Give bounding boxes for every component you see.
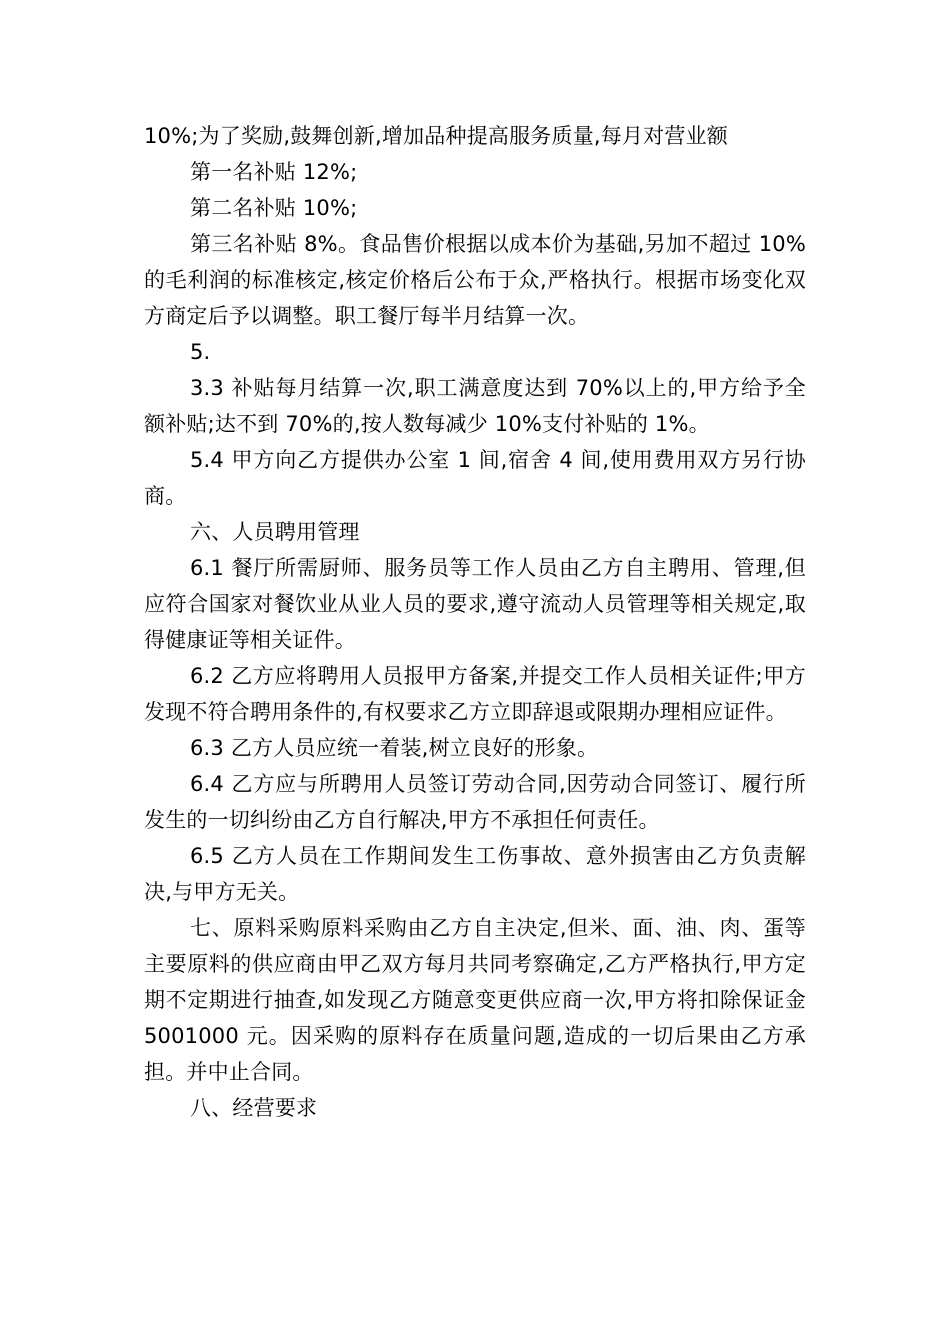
paragraph-9: 6.1 餐厅所需厨师、服务员等工作人员由乙方自主聘用、管理,但应符合国家对餐饮业从业人员的要求,遵守流动人员管理等相关规定,取得健康证等相关证件。 [144, 556, 806, 652]
paragraph-4: 第三名补贴 8%。食品售价根据以成本价为基础,另加不超过 10%的毛利润的标准核定,核定价格后公布于众,严格执行。根据市场变化双方商定后予以调整。职工餐厅每半月结算一次。 [144, 232, 806, 328]
paragraph-11: 6.3 乙方人员应统一着装,树立良好的形象。 [190, 736, 599, 760]
section-heading-6: 六、人员聘用管理 [190, 520, 360, 544]
document-page [144, 118, 806, 1126]
paragraph-10: 6.2 乙方应将聘用人员报甲方备案,并提交工作人员相关证件;甲方发现不符合聘用条件的,有权要求乙方立即辞退或限期办理相应证件。 [144, 664, 806, 724]
paragraph-14: 七、原料采购原料采购由乙方自主决定,但米、面、油、肉、蛋等主要原料的供应商由甲乙双方每月共同考察确定,乙方严格执行,甲方定期不定期进行抽查,如发现乙方随意变更供应商一次,甲方将扣除保证金 5001000 元。因采购的原料存在质量问题,造成的一切后果由乙方承担。并中止合同。 [144, 916, 806, 1084]
paragraph-12: 6.4 乙方应与所聘用人员签订劳动合同,因劳动合同签订、履行所发生的一切纠纷由乙方自行解决,甲方不承担任何责任。 [144, 772, 806, 832]
section-heading-8: 八、经营要求 [190, 1096, 318, 1120]
paragraph-5: 5. [190, 340, 211, 364]
paragraph-7: 5.4 甲方向乙方提供办公室 1 间,宿舍 4 间,使用费用双方另行协商。 [144, 448, 806, 508]
paragraph-2: 第一名补贴 12%; [190, 160, 358, 184]
paragraph-1: 10%;为了奖励,鼓舞创新,增加品种提高服务质量,每月对营业额 [144, 124, 728, 148]
paragraph-3: 第二名补贴 10%; [190, 196, 358, 220]
paragraph-6: 3.3 补贴每月结算一次,职工满意度达到 70%以上的,甲方给予全额补贴;达不到 70%的,按人数每减少 10%支付补贴的 1%。 [144, 376, 806, 436]
paragraph-13: 6.5 乙方人员在工作期间发生工伤事故、意外损害由乙方负责解决,与甲方无关。 [144, 844, 806, 904]
